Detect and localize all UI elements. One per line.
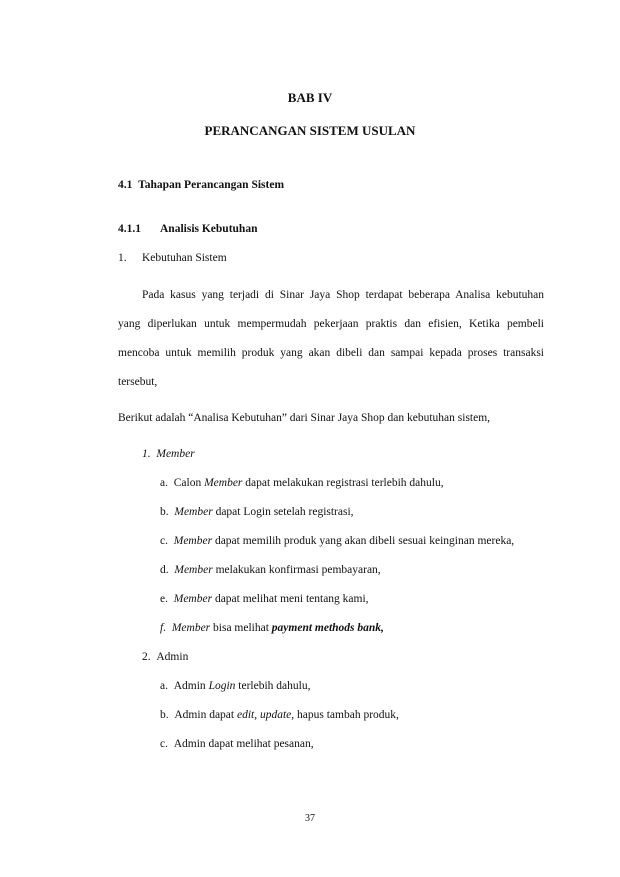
section-title: Tahapan Perancangan Sistem xyxy=(138,179,285,191)
section-number: 4.1 xyxy=(118,179,133,191)
member-item xyxy=(160,594,369,606)
member-item xyxy=(160,536,514,548)
chapter-title: PERANCANGAN SISTEM USULAN xyxy=(204,123,416,138)
item-emphasis: Member xyxy=(173,593,213,605)
member-item xyxy=(160,507,354,519)
item-text: dapat memilih produk yang akan dibeli sesuai keinginan mereka, xyxy=(212,535,515,547)
item-text: terlebih dahulu, xyxy=(235,680,311,692)
admin-item xyxy=(160,710,399,722)
item-emphasis: edit, update xyxy=(236,709,292,721)
intro-text: Berikut adalah “Analisa Kebutuhan” dari Sinar Jaya Shop dan kebutuhan sistem, xyxy=(118,412,491,424)
item-emphasis: Member xyxy=(173,535,213,547)
paragraph-line-4: tersebut, xyxy=(118,376,158,388)
item-text: bisa melihat xyxy=(210,622,272,634)
item-emphasis: Member xyxy=(204,477,243,489)
section-4-1-1-heading xyxy=(118,224,141,236)
member-title: Member xyxy=(156,448,195,460)
admin-title: Admin xyxy=(156,651,189,663)
item-text: Calon xyxy=(173,477,205,489)
admin-item xyxy=(160,739,314,751)
paragraph-line-1: Pada kasus yang terjadi di Sinar Jaya Shop terdapat beberapa Analisa kebutuhan xyxy=(142,289,544,301)
item-emphasis: Member xyxy=(171,622,211,634)
subsection-number: 4.1.1 xyxy=(118,223,141,235)
member-heading xyxy=(142,449,195,461)
item-letter: b. xyxy=(160,709,169,721)
section-4-1-heading xyxy=(118,180,284,192)
item-text: Admin xyxy=(173,680,209,692)
item-emphasis: payment methods bank, xyxy=(271,622,384,634)
admin-item xyxy=(160,681,310,693)
page-number: 37 xyxy=(305,813,315,824)
item-text: Admin dapat xyxy=(174,709,237,721)
paragraph-line-2: yang diperlukan untuk mempermudah pekerjaan praktis dan efisien, Ketika pembeli xyxy=(118,318,544,330)
member-item xyxy=(160,565,381,577)
subsection-title: Analisis Kebutuhan xyxy=(160,223,258,235)
item-letter: a. xyxy=(160,680,168,692)
item-emphasis: Login xyxy=(208,680,236,692)
item-letter: b. xyxy=(160,506,169,518)
member-number: 1. xyxy=(142,448,151,460)
admin-heading xyxy=(142,652,188,664)
item-text: dapat melakukan registrasi terlebih dahulu, xyxy=(242,477,444,489)
paragraph-line-3: mencoba untuk memilih produk yang akan dibeli dan sampai kepada proses transaksi xyxy=(118,347,544,359)
item-emphasis: Member xyxy=(174,506,213,518)
item-letter: c. xyxy=(160,535,168,547)
item-letter: d. xyxy=(160,564,169,576)
item-text: , hapus tambah produk, xyxy=(291,709,399,721)
member-item xyxy=(160,478,444,490)
member-item xyxy=(160,623,384,635)
chapter-number: BAB IV xyxy=(287,90,333,105)
list-1-label: Kebutuhan Sistem xyxy=(142,252,227,264)
item-letter: c. xyxy=(160,738,168,750)
item-letter: a. xyxy=(160,477,168,489)
item-letter: f. xyxy=(160,622,167,634)
item-text: melakukan konfirmasi pembayaran, xyxy=(212,564,381,576)
list-1-number: 1. xyxy=(118,252,127,264)
item-letter: e. xyxy=(160,593,168,605)
item-text: Admin dapat melihat pesanan, xyxy=(173,738,314,750)
item-text: dapat melihat meni tentang kami, xyxy=(212,593,369,605)
item-text: dapat Login setelah registrasi, xyxy=(212,506,354,518)
item-emphasis: Member xyxy=(174,564,213,576)
admin-number: 2. xyxy=(142,651,151,663)
